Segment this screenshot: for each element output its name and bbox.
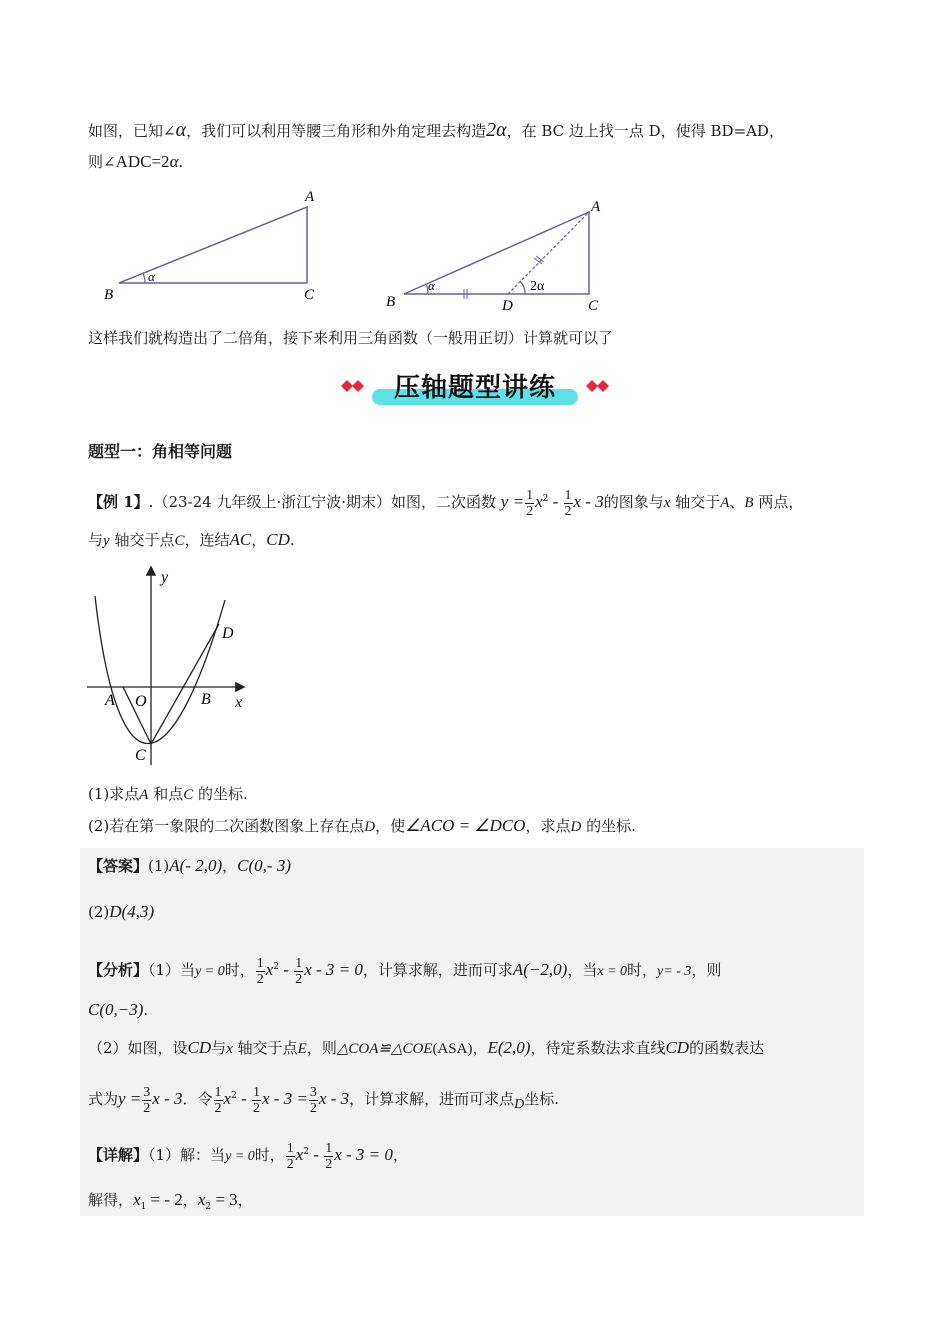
math-exponent: 2 — [542, 494, 549, 504]
answer-text: ， — [222, 857, 238, 875]
fraction-three-halves — [142, 1085, 151, 1116]
frac-den: 2 — [252, 1100, 260, 1116]
frac-num: 1 — [526, 487, 534, 503]
frac-num: 1 — [564, 487, 572, 503]
analysis-text: 坐标. — [524, 1090, 560, 1108]
frac-den: 2 — [256, 971, 264, 987]
math-congruence: △COA≌△COE — [336, 1041, 433, 1057]
q-text: 的坐标. — [193, 785, 248, 803]
detail-text: （1）解：当 — [148, 1146, 226, 1164]
analysis-text: 式为 — [88, 1090, 119, 1108]
analysis-label: 【分析】 — [88, 961, 149, 979]
analysis-text: 与 — [211, 1039, 227, 1057]
math-c: C — [174, 533, 185, 549]
example-text: 、 — [729, 493, 745, 511]
detail-text: 解得， — [88, 1191, 134, 1209]
section-banner — [335, 365, 615, 411]
analysis-text: ，当 — [567, 961, 598, 979]
math-point-a: A(−2,0) — [512, 960, 568, 979]
label-b: B — [201, 691, 211, 708]
answer-line-1 — [88, 856, 291, 876]
math-x: x — [295, 1145, 304, 1164]
frac-den: 2 — [526, 503, 534, 519]
answer-label: 【答案】 — [88, 857, 149, 875]
triangle-figure-2 — [380, 192, 630, 317]
fraction-half — [564, 488, 573, 519]
frac-num: 1 — [295, 955, 303, 971]
math-point-d: D(4,3) — [109, 902, 155, 921]
triangle-figure-1 — [100, 185, 340, 310]
math-cd: CD — [187, 1038, 212, 1057]
math-eq-end: x - 3 = 0 — [334, 1145, 393, 1164]
math-a: A — [720, 495, 730, 511]
label-a: A — [105, 692, 115, 709]
label-c: C — [588, 298, 599, 314]
math-d: D — [514, 1097, 525, 1112]
frac-den: 2 — [286, 1156, 294, 1172]
example-text: ， — [251, 531, 267, 549]
math-angle-equation: ∠ACO = ∠DCO — [405, 816, 526, 835]
q-text: (1)求点 — [88, 785, 140, 803]
intro-text: 如图，已知∠ — [88, 122, 176, 140]
label-alpha: α — [148, 269, 155, 284]
math-cd: CD — [266, 530, 290, 549]
detail-text: ， — [392, 1146, 408, 1164]
frac-den: 2 — [325, 1156, 333, 1172]
example-text: 轴交于 — [670, 493, 721, 511]
label-x: x — [235, 694, 243, 711]
math-b: B — [744, 495, 754, 511]
fraction-half — [324, 1141, 333, 1172]
math-y-minus-3: y= - 3 — [657, 964, 692, 979]
analysis-text: . — [143, 1001, 149, 1019]
label-a: A — [591, 199, 601, 215]
math-point-c: C(0,- 3) — [237, 856, 291, 875]
math-x: x — [133, 1190, 141, 1209]
label-a: A — [305, 189, 315, 205]
example-text: 两点， — [753, 493, 804, 511]
math-eq-mid: x - 3 = — [261, 1089, 308, 1108]
example-text: 轴交于点 — [109, 531, 175, 549]
analysis-text: 轴交于点 — [232, 1039, 298, 1057]
math-eq-end: x - 3 = 0 — [304, 960, 363, 979]
detail-line-1 — [88, 1136, 408, 1172]
frac-num: 1 — [286, 1140, 294, 1156]
frac-num: 1 — [214, 1084, 222, 1100]
label-alpha: α — [428, 278, 435, 293]
fraction-half — [214, 1085, 223, 1116]
math-minus: - — [548, 492, 563, 511]
math-y: y — [103, 533, 110, 549]
math-minus: - — [236, 1089, 251, 1108]
frac-num: 3 — [309, 1084, 317, 1100]
math-exponent: 2 — [231, 1091, 237, 1101]
math-y: y = — [500, 492, 525, 511]
frac-den: 2 — [309, 1100, 317, 1116]
parabola-graph — [85, 560, 255, 775]
math-exponent: 2 — [273, 962, 280, 972]
question-1 — [88, 784, 248, 805]
fraction-half — [294, 956, 303, 987]
label-c: C — [304, 287, 315, 303]
detail-text: 时， — [254, 1146, 285, 1164]
math-value: = - 2 — [146, 1190, 183, 1209]
math-e: E — [297, 1041, 307, 1057]
label-d: D — [222, 625, 234, 642]
label-c: C — [135, 747, 146, 764]
analysis-line-1 — [88, 952, 722, 987]
frac-den: 2 — [214, 1100, 222, 1116]
example-text: 的图象与 — [603, 493, 664, 511]
analysis-line-3 — [88, 1038, 764, 1059]
math-d: D — [364, 819, 376, 835]
label-b: B — [104, 287, 114, 303]
example-line-2 — [88, 530, 295, 551]
intro-text: ，我们可以利用等腰三角形和外角定理去构造 — [186, 122, 487, 140]
analysis-text: ，则 — [306, 1039, 337, 1057]
frac-num: 1 — [325, 1140, 333, 1156]
math-point-a: A(- 2,0) — [169, 856, 223, 875]
math-x: x — [535, 492, 543, 511]
q-text: 和点 — [148, 785, 184, 803]
question-2 — [88, 816, 636, 837]
alpha-symbol: α — [169, 152, 179, 171]
alpha-symbol: α — [175, 119, 187, 141]
detail-label: 【详解】 — [88, 1146, 149, 1164]
intro-text: . — [178, 153, 184, 171]
parabola-curve — [95, 596, 225, 744]
analysis-text: （2）如图，设 — [88, 1039, 188, 1057]
math-x: x — [663, 495, 671, 511]
math-exponent: 2 — [303, 1147, 310, 1157]
math-subscript: 1 — [140, 1202, 147, 1212]
example-text: . — [289, 531, 295, 549]
math-x: x — [265, 960, 274, 979]
banner-title: 压轴题型讲练 — [393, 373, 556, 403]
frac-num: 3 — [143, 1084, 151, 1100]
intro-line-2 — [88, 152, 183, 172]
label-o: O — [135, 693, 147, 710]
math-x: x — [197, 1190, 206, 1209]
math-x: x — [226, 1041, 233, 1057]
frac-den: 2 — [295, 971, 303, 987]
math-value: = 3 — [211, 1190, 238, 1209]
label-2alpha: 2α — [530, 279, 545, 294]
analysis-text: ，待定系数法求直线 — [530, 1039, 666, 1057]
frac-num: 1 — [252, 1084, 260, 1100]
fraction-half — [256, 956, 265, 987]
math-x-zero: x = 0 — [597, 964, 628, 979]
segment-cd — [151, 624, 219, 744]
example-label: 【例 1】 — [88, 493, 149, 511]
angle-arc — [143, 273, 145, 283]
math-point-e: E(2,0) — [487, 1038, 531, 1057]
answer-text: (2) — [88, 903, 110, 921]
two-alpha-symbol: 2α — [486, 119, 507, 141]
math-y-zero: y = 0 — [225, 1149, 255, 1164]
math-d: D — [570, 819, 582, 835]
intro-text: 则∠ — [88, 153, 116, 171]
fraction-half — [252, 1085, 261, 1116]
analysis-line-2 — [88, 1000, 148, 1020]
intro-line-1 — [88, 120, 784, 141]
section-title: 题型一：角相等问题 — [88, 442, 233, 461]
detail-text: ， — [182, 1191, 198, 1209]
math-point-c: C(0,−3) — [88, 1000, 144, 1019]
math-x-minus-3: x - 3 — [152, 1089, 183, 1108]
example-line-1 — [88, 484, 804, 519]
label-b: B — [386, 294, 396, 310]
analysis-text: （1）当 — [148, 961, 196, 979]
math-c: C — [183, 787, 194, 803]
detail-text: ， — [237, 1191, 253, 1209]
analysis-text: ．令 — [182, 1090, 213, 1108]
math-a: A — [139, 787, 149, 803]
summary-text: 这样我们就构造出了二倍角，接下来利用三角函数（一般用正切）计算就可以了 — [88, 329, 614, 347]
fraction-half — [525, 488, 534, 519]
math-x: x — [223, 1089, 232, 1108]
answer-line-2 — [88, 902, 154, 922]
frac-den: 2 — [143, 1100, 151, 1116]
frac-den: 2 — [564, 503, 572, 519]
analysis-text: 的函数表达 — [689, 1039, 765, 1057]
analysis-text: ，则 — [691, 961, 722, 979]
fraction-half — [286, 1141, 295, 1172]
example-text: 与 — [88, 531, 104, 549]
math-x-minus-3: x - 3 — [318, 1089, 350, 1108]
example-text: .（23-24 九年级上·浙江宁波·期末）如图，二次函数 — [148, 493, 496, 511]
analysis-text: 时， — [627, 961, 658, 979]
math-y: y = — [118, 1089, 142, 1108]
q-text: ，使 — [375, 817, 406, 835]
math-minus: - — [279, 960, 294, 979]
fraction-three-halves — [309, 1085, 318, 1116]
analysis-text: ， — [472, 1039, 488, 1057]
q-text: ，求点 — [525, 817, 571, 835]
intro-text: ，在 BC 边上找一点 D，使得 BD=AD， — [506, 122, 784, 140]
answer-text: (1) — [148, 857, 170, 875]
math-minus: - — [309, 1145, 324, 1164]
example-text: ，连结 — [184, 531, 230, 549]
math-ac: AC — [229, 530, 252, 549]
analysis-text: ，计算求解，进而可求 — [362, 961, 513, 979]
q-text: 的坐标. — [581, 817, 636, 835]
analysis-text: 时， — [224, 961, 255, 979]
math-subscript: 2 — [205, 1202, 212, 1212]
label-d: D — [502, 298, 513, 314]
analysis-line-4 — [88, 1080, 560, 1116]
q-text: (2)若在第一象限的二次函数图象上存在点 — [88, 817, 365, 835]
angle-arc-d — [520, 281, 525, 294]
angle-adc: ADC=2 — [115, 152, 170, 171]
detail-line-2 — [88, 1190, 253, 1217]
frac-num: 1 — [256, 955, 264, 971]
label-y: y — [161, 569, 169, 586]
math-asa: (ASA) — [432, 1041, 473, 1057]
math-y-zero: y = 0 — [195, 964, 225, 979]
analysis-text: ，计算求解，进而可求点 — [349, 1090, 515, 1108]
math-cd: CD — [665, 1038, 690, 1057]
math-x-minus-3: x - 3 — [573, 492, 604, 511]
